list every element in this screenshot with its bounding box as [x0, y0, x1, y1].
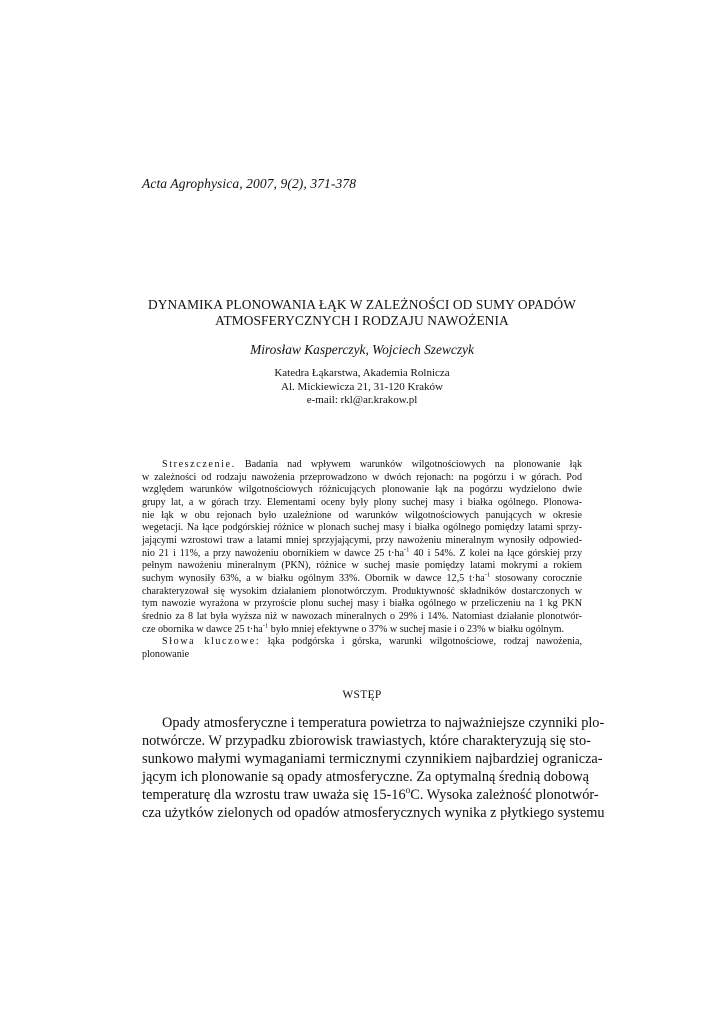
keywords-line: plonowanie	[142, 648, 190, 660]
keywords-line	[142, 636, 582, 649]
abstract-line: cze obornika w dawce 25 $t\cdot ha^{-1}$ było mniej efektywne o 37% w suchej masie i o 23% w białku ogólnym.	[142, 622, 565, 635]
affiliation-address: Al. Mickiewicza 21, 31-120 Kraków	[281, 380, 443, 393]
body-line: notwórcze. W przypadku zbiorowisk trawiastych, które charakteryzują się sto-	[142, 733, 591, 749]
abstract-text: Badania nad wpływem warunków wilgotnościowych na plonowanie łąk	[244, 459, 582, 470]
abstract	[142, 459, 582, 662]
paper-title	[142, 297, 582, 329]
abstract-line: grupy lat, a w górach trzy. Elementami oceny były plony suchej masy i białka ogólnego. Plonowa-	[142, 496, 582, 508]
abstract-line: charakteryzował się wysokim działaniem plonotwórczym. Produktywność składników dostarczonych w	[142, 585, 582, 597]
keywords-text: łąka podgórska i górska, warunki wilgotnościowe, rodzaj nawożenia,	[267, 636, 582, 648]
paper-title-line: ATMOSFERYCZNYCH I RODZAJU NAWOŻENIA	[215, 313, 509, 328]
abstract-line: średnio za 8 lat była wyższa niż w nawozach mineralnych o 29% i 14%. Natomiast działanie plonotwór-	[142, 610, 582, 622]
body-line: jącym ich plonowanie są opady atmosferyczne. Za optymalną średnią dobową	[142, 769, 590, 785]
paper-title-line: DYNAMIKA PLONOWANIA ŁĄK W ZALEŻNOŚCI OD SUMY OPADÓW	[147, 297, 577, 312]
body-line: cza użytków zielonych od opadów atmosferycznych wynika z płytkiego systemu	[142, 805, 605, 821]
abstract-line: nie łąk w obu rejonach było uzależnione od warunków wilgotnościowych panujących w okresie	[142, 509, 582, 521]
keywords-label: Słowa kluczowe:	[162, 636, 261, 648]
body-line: Opady atmosferyczne i temperatura powietrza to najważniejsze czynniki plo-	[162, 715, 605, 731]
abstract-line: wegetacji. Na łące podgórskiej różnice w plonach suchej masy i białka ogólnego pomiędzy latami sprzy-	[142, 522, 582, 534]
abstract-label: Streszczenie.	[162, 459, 236, 470]
affiliation	[142, 367, 582, 408]
intro-paragraph	[142, 714, 605, 822]
abstract-line: tym nawozie wyrażona w przyroście plonu suchej masy i białka ogólnego w przeliczeniu na 1 kg PKN	[142, 598, 582, 610]
section-heading: WSTĘP	[342, 689, 382, 701]
abstract-line: jającymi wzrostowi traw a latami mniej sprzyjającymi, przy nawożeniu mineralnym wynosiły odpowied-	[142, 534, 582, 546]
abstract-line	[142, 459, 582, 472]
authors: Mirosław Kasperczyk, Wojciech Szewczyk	[250, 342, 474, 357]
abstract-line: w zależności od rodzaju nawożenia przeprowadzono w dwóch rejonach: na pogórzu i w górach. Pod	[142, 471, 582, 483]
abstract-line: nio 21 i 11%, a przy nawożeniu obornikiem w dawce 25 $t\cdot ha^{-1}$ 40 i 54%. Z kolei na łące górskiej przy	[142, 546, 582, 559]
affiliation-email: e-mail: rkl@ar.krakow.pl	[306, 394, 418, 406]
abstract-line: pełnym nawożeniu mineralnym (PKN), różnice w suchej masie pomiędzy latami mokrymi a rokiem	[142, 560, 582, 572]
abstract-line: względem warunków wilgotnościowych różnicujących plonowanie łąk na pogórzu wydzielono dwie	[142, 484, 582, 496]
abstract-line: suchym wynosiły 63%, a w białku ogólnym 33%. Obornik w dawce 12,5 $t\cdot ha^{-1}$ stosowany corocznie	[142, 571, 582, 584]
body-line: temperaturę dla wzrostu traw uważa się 15-16$^o$C. Wysoka zależność plonotwór-	[142, 786, 599, 803]
journal-citation: Acta Agrophysica, 2007, 9(2), 371-378	[142, 176, 357, 191]
affiliation-dept: Katedra Łąkarstwa, Akademia Rolnicza	[274, 367, 450, 379]
body-line: sunkowo małymi wymaganiami termicznymi czynnikiem najbardziej ogranicza-	[142, 751, 603, 767]
